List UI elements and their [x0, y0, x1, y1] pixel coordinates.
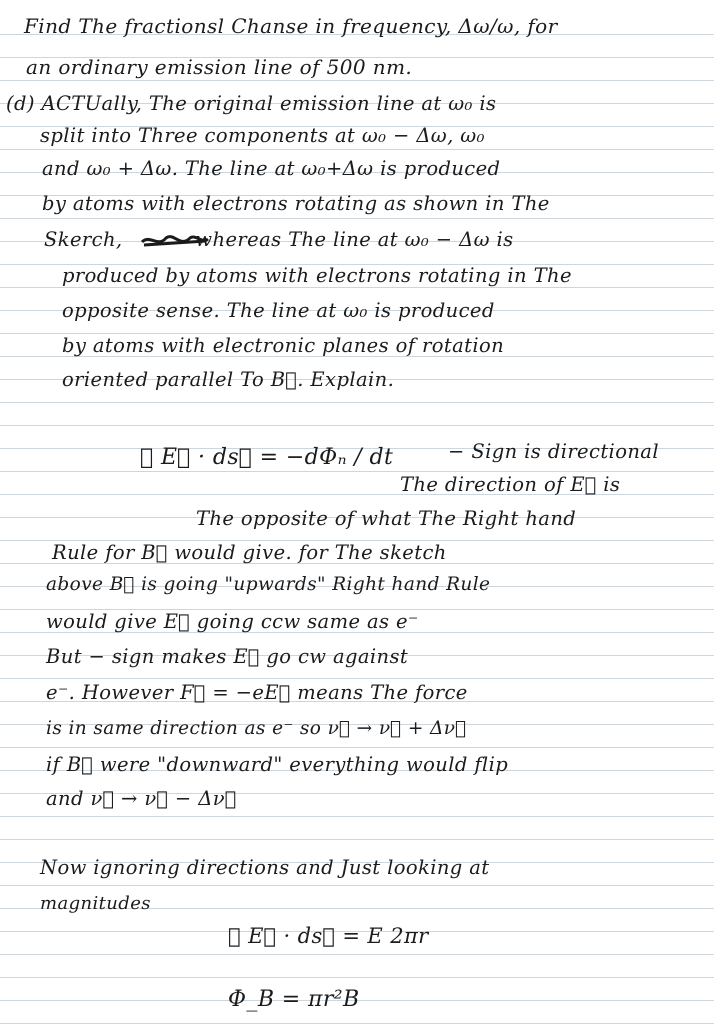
explanation-line-8: if B⃗ were "downward" everything would flip: [46, 753, 509, 776]
magnitudes-line-2: magnitudes: [40, 893, 151, 914]
problem-line-1: Find The fractionsl Chanse in frequency, Δω/ω, for: [24, 14, 558, 38]
sign-note: − Sign is directional: [448, 440, 659, 463]
problem-line-2: an ordinary emission line of 500 nm.: [26, 55, 413, 79]
direction-note: The direction of E⃗ is: [400, 473, 621, 496]
problem-line-5: and ω₀ + Δω. The line at ω₀+Δω is produced: [42, 157, 501, 180]
problem-line-8: produced by atoms with electrons rotating in The: [62, 264, 572, 287]
flux-equation: Φ_B = πr²B: [228, 987, 360, 1012]
explanation-line-1: The opposite of what The Right hand: [196, 507, 577, 530]
problem-line-7: Skerch, whereas The line at ω₀ − Δω is: [44, 228, 514, 251]
explanation-line-7: is in same direction as e⁻ so ν⃗ → ν⃗ + Δν⃗: [46, 718, 467, 739]
explanation-line-2: Rule for B⃗ would give. for The sketch: [52, 541, 447, 564]
magnitudes-line-1: Now ignoring directions and Just looking at: [40, 856, 490, 879]
problem-line-3: (d) ACTUally, The original emission line at ω₀ is: [6, 92, 497, 115]
explanation-line-3: above B⃗ is going "upwards" Right hand Rule: [46, 574, 491, 595]
line-integral-equation: ∮ E⃗ · ds⃗ = E 2πr: [228, 924, 429, 948]
problem-line-11: oriented parallel To B⃗. Explain.: [62, 368, 395, 391]
problem-line-10: by atoms with electronic planes of rotation: [62, 334, 505, 357]
explanation-line-4: would give E⃗ going ccw same as e⁻: [46, 610, 419, 633]
explanation-line-5: But − sign makes E⃗ go cw against: [46, 645, 409, 668]
faraday-equation: ∮ E⃗ · ds⃗ = −dΦₙ / dt: [140, 445, 394, 470]
problem-line-6: by atoms with electrons rotating as shown in The: [42, 192, 550, 215]
scribbled-out-word: [140, 230, 210, 252]
problem-line-4: split into Three components at ω₀ − Δω, ω₀: [40, 124, 485, 147]
problem-line-9: opposite sense. The line at ω₀ is produced: [62, 299, 495, 322]
explanation-line-6: e⁻. However F⃗ = −eE⃗ means The force: [46, 681, 468, 704]
explanation-line-9: and ν⃗ → ν⃗ − Δν⃗: [46, 787, 237, 810]
